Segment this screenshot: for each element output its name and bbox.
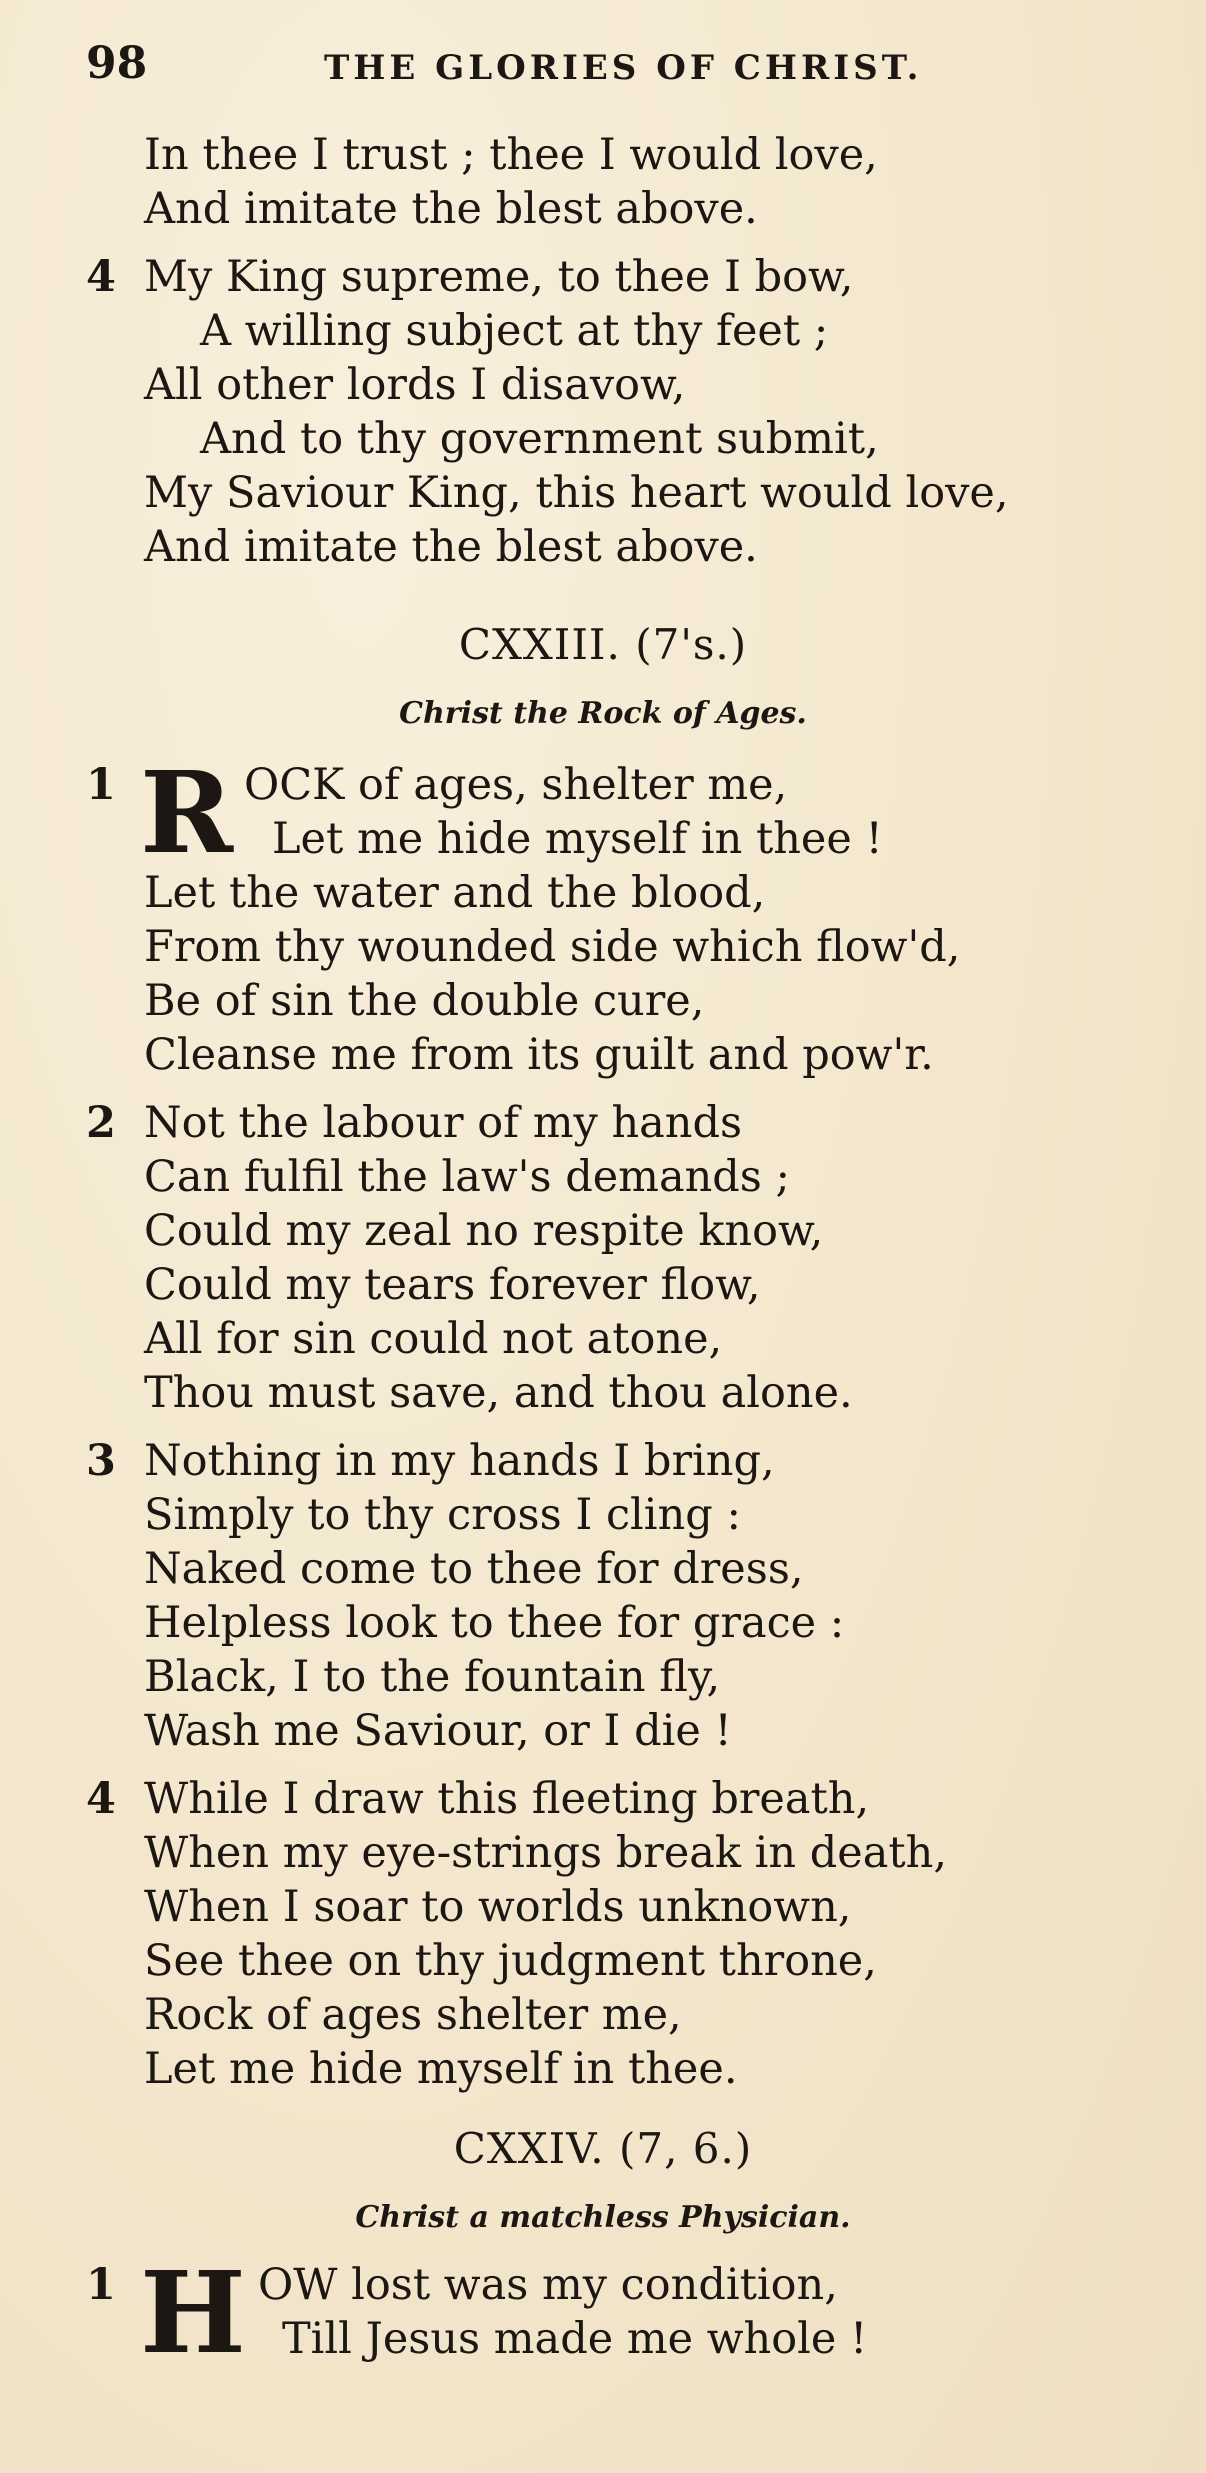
hymn-123-stanza-1 bbox=[0, 748, 1206, 1082]
hymn-123-stanza-3 bbox=[0, 1434, 1206, 1758]
prev-hymn-continuation bbox=[0, 128, 1206, 236]
stanza-number: 4 bbox=[86, 1774, 116, 1824]
verse-line: Can fulfil the law's demands ; bbox=[144, 1152, 791, 1202]
verse-line: 1 OCK of ages, shelter me, bbox=[86, 760, 788, 810]
verse-line: Be of sin the double cure, bbox=[144, 976, 705, 1026]
drop-cap: R bbox=[140, 748, 234, 879]
verse-line: 4 My King supreme, to thee I bow, bbox=[86, 252, 854, 302]
verse-line: A willing subject at thy feet ; bbox=[200, 306, 829, 356]
verse-line: And imitate the blest above. bbox=[144, 522, 758, 572]
verse-line: Black, I to the fountain fly, bbox=[144, 1652, 721, 1702]
verse-line: Could my zeal no respite know, bbox=[144, 1206, 824, 1256]
verse-line: Let me hide myself in thee. bbox=[144, 2044, 738, 2094]
drop-cap: H bbox=[140, 2248, 246, 2379]
verse-line: All for sin could not atone, bbox=[144, 1314, 723, 1364]
verse-line: When my eye-strings break in death, bbox=[144, 1828, 948, 1878]
stanza-number: 4 bbox=[86, 252, 116, 302]
hymn-124-stanza-1 bbox=[0, 2248, 1206, 2379]
hymn-subtitle: Christ a matchless Physician. bbox=[355, 2200, 851, 2235]
verse-line: 4 While I draw this fleeting breath, bbox=[86, 1774, 870, 1824]
verse-line: 2 Not the labour of my hands bbox=[86, 1098, 743, 1148]
verse-line: Let the water and the blood, bbox=[144, 868, 766, 918]
verse-line: My Saviour King, this heart would love, bbox=[144, 468, 1009, 518]
verse-line: Wash me Saviour, or I die ! bbox=[144, 1706, 732, 1756]
verse-line: Let me hide myself in thee ! bbox=[272, 814, 883, 864]
stanza-number: 1 bbox=[86, 760, 116, 810]
verse-line: When I soar to worlds unknown, bbox=[144, 1882, 852, 1932]
hymn-title: CXXIV. (7, 6.) bbox=[453, 2124, 753, 2173]
hymn-title: CXXIII. (7's.) bbox=[458, 620, 748, 669]
verse-line: Rock of ages shelter me, bbox=[144, 1990, 682, 2040]
verse-line: 1 OW lost was my condition, bbox=[86, 2260, 838, 2310]
verse-line: Simply to thy cross I cling : bbox=[144, 1490, 741, 1540]
stanza-number: 3 bbox=[86, 1436, 116, 1486]
verse-line: Helpless look to thee for grace : bbox=[144, 1598, 845, 1648]
verse-line: See thee on thy judgment throne, bbox=[144, 1936, 877, 1986]
verse-line: And to thy government submit, bbox=[200, 414, 879, 464]
verse-line: Naked come to thee for dress, bbox=[144, 1544, 804, 1594]
verse-line: Could my tears forever flow, bbox=[144, 1260, 761, 1310]
verse-line: Till Jesus made me whole ! bbox=[282, 2314, 868, 2364]
verse-line: In thee I trust ; thee I would love, bbox=[144, 130, 878, 180]
verse-line: All other lords I disavow, bbox=[144, 360, 686, 410]
hymn-123-stanza-4 bbox=[0, 1772, 1206, 2096]
verse-line: And imitate the blest above. bbox=[144, 184, 758, 234]
verse-line: 3 Nothing in my hands I bring, bbox=[86, 1436, 775, 1486]
verse-line: From thy wounded side which flow'd, bbox=[144, 922, 961, 972]
hymn-subtitle: Christ the Rock of Ages. bbox=[399, 696, 807, 731]
stanza-number: 1 bbox=[86, 2260, 116, 2310]
verse-line: Thou must save, and thou alone. bbox=[144, 1368, 853, 1418]
running-title: THE GLORIES OF CHRIST. bbox=[324, 48, 923, 88]
prev-hymn-stanza-4 bbox=[0, 250, 1206, 574]
page-number: 98 bbox=[86, 38, 148, 89]
page-header bbox=[86, 38, 1186, 98]
hymn-123-stanza-2 bbox=[0, 1096, 1206, 1420]
stanza-number: 2 bbox=[86, 1098, 116, 1148]
verse-line: Cleanse me from its guilt and pow'r. bbox=[144, 1030, 934, 1080]
